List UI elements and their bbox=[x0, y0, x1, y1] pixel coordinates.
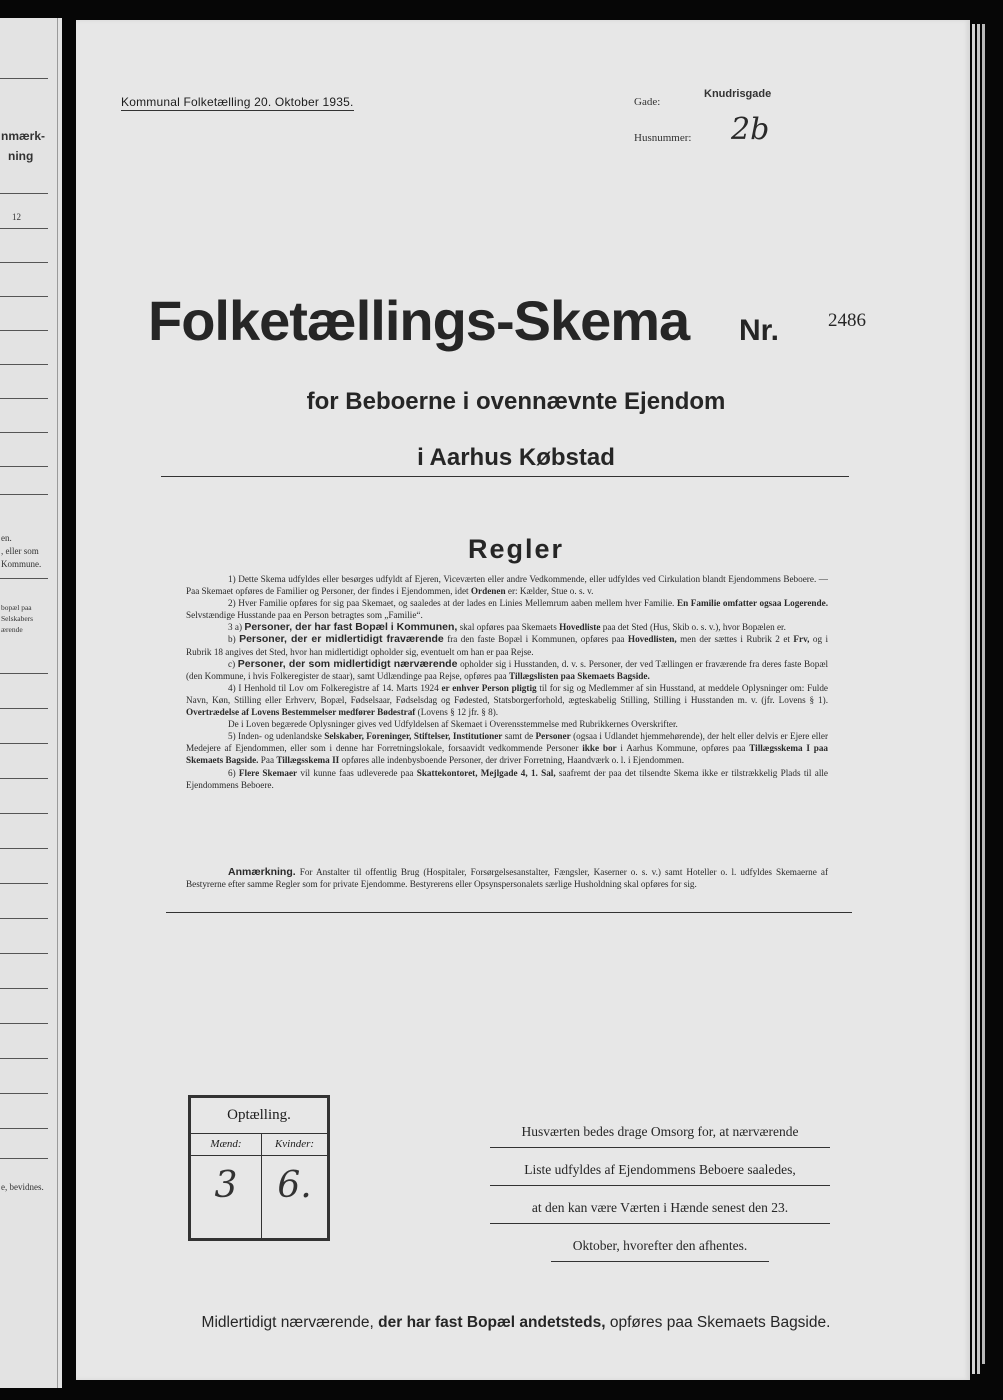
rule-3c: c) Personer, der som midlertidigt nærværende opholder sig i Husstanden, d. v. s. Personer, der ved Tællingen er fraværende fra deres faste Bopæl (den Kommune, i hvis Folkeregister de staar), samt Udlændinge paa Rejse, opføres paa Tillægslisten paa Skemaets Bagside. bbox=[186, 657, 829, 681]
men-column bbox=[191, 1133, 262, 1238]
rule-line bbox=[0, 743, 48, 744]
rule-line bbox=[0, 296, 48, 297]
rule-line bbox=[0, 1023, 48, 1024]
margin-line bbox=[57, 18, 58, 1388]
remark-text bbox=[186, 866, 828, 890]
census-form-page bbox=[76, 20, 970, 1380]
form-subtitle: for Beboerne i ovennævnte Ejendom bbox=[306, 388, 726, 415]
rule-line bbox=[0, 1058, 48, 1059]
left-fragment: Kommune. bbox=[1, 559, 42, 569]
rule-line bbox=[0, 432, 48, 433]
left-fragment: 12 bbox=[12, 212, 21, 222]
tally-heading: Optælling. bbox=[191, 1098, 327, 1134]
page-edge bbox=[982, 24, 985, 1364]
rule-line bbox=[0, 1128, 48, 1129]
men-count: 3 bbox=[214, 1165, 238, 1206]
rule-2: 2) Hver Familie opføres for sig paa Skemaet, og saaledes at der lades en Linies Mellemrum aaben mellem hver Familie. En Familie omfatter ogsaa Logerende. Selvstændige Husstande paa en Person betragtes som „Familie“. bbox=[186, 598, 828, 621]
tally-box bbox=[188, 1095, 330, 1241]
remark-body: For Anstalter til offentlig Brug (Hospitaler, Forsørgelsesanstalter, Fængsler, Kaserner o. s. v.) samt Hoteller o. l. udfyldes Skemaerne af Bestyrerne efter samme Regler som for private Ejendomme. Bestyrerens eller Opsynspersonalets særlige Husholdning skal opføres for sig. bbox=[186, 867, 829, 890]
women-count: 6. bbox=[277, 1165, 312, 1206]
rule-line bbox=[0, 778, 48, 779]
rules-heading: Regler bbox=[467, 534, 565, 564]
rule-line bbox=[0, 330, 48, 331]
rule-line bbox=[0, 228, 48, 229]
remark-label: Anmærkning. bbox=[228, 866, 296, 878]
rule-6: 6) Flere Skemaer vil kunne faas udleverede paa Skattekontoret, Mejlgade 4, 1. Sal, saafremt der paa det tilsendte Skema ikke er tilstrækkelig Plads til alle Ejendommens Beboere. bbox=[186, 767, 829, 790]
rule-1: 1) Dette Skema udfyldes eller besørges udfyldt af Ejeren, Viceværten eller andre Vedkommende, eller udfyldes ved Cirkulation blandt Ejendommens Beboere. — Paa Skemaet opføres de Familier og Personer, der findes i Ejendommen, idet Ordenen er: Kælder, Stue o. s. v. bbox=[186, 574, 828, 597]
form-subtitle-city: i Aarhus Købstad bbox=[417, 444, 615, 471]
facing-page-fragment bbox=[0, 18, 62, 1388]
form-title: Folketællings-Skema bbox=[148, 289, 690, 352]
page-edge bbox=[977, 24, 980, 1374]
rule-line bbox=[0, 578, 48, 579]
rule-line bbox=[0, 494, 48, 495]
left-fragment: e, bevidnes. bbox=[1, 1182, 44, 1192]
rule-4-note: De i Loven begærede Oplysninger gives ved Udfyldelsen af Skemaet i Overensstemmelse med Rubrikkernes Overskrifter. bbox=[228, 719, 678, 730]
left-fragment: , eller som bbox=[1, 546, 39, 556]
left-fragment: ning bbox=[8, 149, 34, 163]
rule-3a: 3 a) Personer, der har fast Bopæl i Kommunen, skal opføres paa Skemaets Hovedliste paa det Sted (Hus, Skib o. s. v.), hvor Bopælen er. bbox=[228, 621, 786, 634]
census-header: Kommunal Folketælling 20. Oktober 1935. bbox=[121, 95, 354, 109]
divider bbox=[161, 476, 849, 477]
page-edge bbox=[972, 24, 975, 1374]
house-number-value: 2b bbox=[731, 112, 770, 147]
landlord-notice bbox=[490, 1116, 830, 1268]
footer-note: Midlertidigt nærværende, der har fast Bopæl andetsteds, opføres paa Skemaets Bagside. bbox=[201, 1314, 831, 1331]
rule-line bbox=[0, 1093, 48, 1094]
street-label: Gade: bbox=[634, 96, 661, 108]
women-column bbox=[262, 1133, 327, 1238]
left-fragment: Selskabers bbox=[1, 614, 34, 623]
left-fragment: en. bbox=[1, 533, 12, 543]
rule-line bbox=[0, 708, 48, 709]
left-fragment: nmærk- bbox=[1, 129, 46, 143]
rule-line bbox=[0, 1158, 48, 1159]
nr-label: Nr. bbox=[739, 314, 780, 347]
rules-text bbox=[186, 573, 828, 791]
rule-line bbox=[0, 883, 48, 884]
women-label: Kvinder: bbox=[262, 1133, 327, 1156]
notice-line: at den kan være Værten i Hænde senest den 23. bbox=[490, 1192, 830, 1224]
rule-line bbox=[0, 364, 48, 365]
rule-4: 4) I Henhold til Lov om Folkeregistre af 14. Marts 1924 er enhver Person pligtig til for sig og Medlemmer af sin Husstand, at meddele Oplysninger om: Fulde Navn, Køn, Stilling eller Erhverv, Bopæl, Fødselsaar, Fødselsdag og Fødested, Statsborgerforhold, ægteskabelig Stilling, Stilling i Husstanden m. v. (jfr. Lovens § 1). Overtrædelse af Lovens Bestemmelser medfører Bødestraf (Lovens § 12 jfr. § 8). bbox=[186, 682, 829, 718]
left-fragment: bopæl paa bbox=[1, 603, 32, 612]
notice-line: Liste udfyldes af Ejendommens Beboere saaledes, bbox=[490, 1154, 830, 1186]
rule-line bbox=[0, 398, 48, 399]
rule-line bbox=[0, 953, 48, 954]
rule-line bbox=[0, 813, 48, 814]
street-value: Knudrisgade bbox=[704, 88, 772, 100]
rule-line bbox=[0, 673, 48, 674]
men-label: Mænd: bbox=[191, 1133, 261, 1156]
rule-line bbox=[0, 466, 48, 467]
rule-5: 5) Inden- og udenlandske Selskaber, Foreninger, Stiftelser, Institutioner samt de Personer (ogsaa i Udlandet hjemmehørende), der helt eller delvis er Ejere eller Medejere af Ejendommen, eller som i denne har Forretningslokale, forsaavidt vedkommende Personer ikke bor i Aarhus Kommune, opføres paa Tillægsskema I paa Skemaets Bagside. Paa Tillægsskema II opføres alle indenbysboende Personer, der driver Forretning, Haandværk o. l. i Ejendommen. bbox=[186, 731, 829, 766]
rule-3b: b) Personer, der er midlertidigt fraværende fra den faste Bopæl i Kommunen, opføres paa Hovedlisten, men der sættes i Rubrik 2 et Frv, og i Rubrik 18 angives det Sted, hvor han midlertidigt opholder sig, eventuelt om han er paa Rejse. bbox=[186, 633, 829, 657]
rule-line bbox=[0, 78, 48, 79]
notice-line: Husværten bedes drage Omsorg for, at nærværende bbox=[490, 1116, 830, 1148]
house-number-label: Husnummer: bbox=[634, 132, 692, 144]
rule-line bbox=[0, 262, 48, 263]
notice-line: Oktober, hvorefter den afhentes. bbox=[551, 1230, 769, 1262]
left-fragment: ærende bbox=[1, 625, 23, 634]
rule-line bbox=[0, 193, 48, 194]
form-number: 2486 bbox=[828, 310, 866, 331]
rule-line bbox=[0, 848, 48, 849]
rule-line bbox=[0, 988, 48, 989]
divider bbox=[166, 912, 852, 913]
rule-line bbox=[0, 918, 48, 919]
